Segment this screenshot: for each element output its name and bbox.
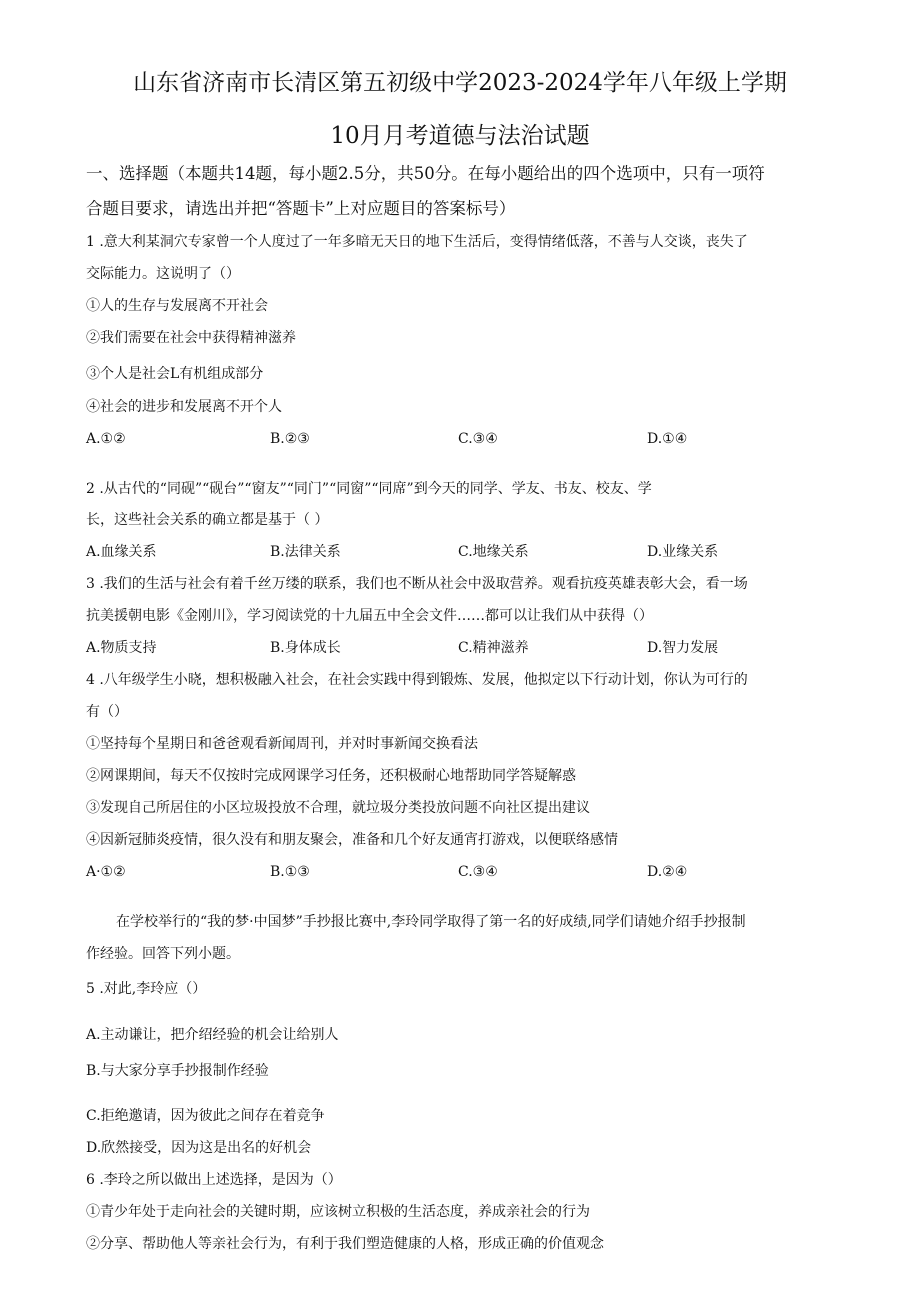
q4-option-c: C.③④ xyxy=(458,864,498,880)
passage-line2: 作经验。回答下列小题。 xyxy=(86,946,240,962)
q6-stem: 6 .李玲之所以做出上述选择，是因为（） xyxy=(86,1172,342,1188)
q4-statement-4: ④因新冠肺炎疫情，很久没有和朋友聚会，准备和几个好友通宵打游戏，以便联络感情 xyxy=(86,832,618,848)
q3-option-c: C.精神滋养 xyxy=(458,640,529,656)
q2-stem-line2: 长，这些社会关系的确立都是基于（ ） xyxy=(86,512,329,528)
q5-option-a: A.主动谦让，把介绍经验的机会让给别人 xyxy=(86,1027,339,1043)
q1-stem-line2: 交际能力。这说明了（） xyxy=(86,266,240,282)
q4-statement-3: ③发现自己所居住的小区垃圾投放不合理，就垃圾分类投放问题不向社区提出建议 xyxy=(86,800,590,816)
q1-statement-2: ②我们需要在社会中获得精神滋养 xyxy=(86,330,296,346)
q3-stem-line1: 3 .我们的生活与社会有着千丝万缕的联系，我们也不断从社会中汲取营养。观看抗疫英雄表彰大会，看一场 xyxy=(86,576,748,592)
passage-line1: 在学校举行的“我的梦·中国梦”手抄报比赛中,李玲同学取得了第一名的好成绩,同学们请她介绍手抄报制 xyxy=(116,914,746,930)
q1-stem-line1: 1 .意大利某洞穴专家曾一个人度过了一年多暗无天日的地下生活后，变得情绪低落，不善与人交谈，丧失了 xyxy=(86,234,748,250)
q3-option-d: D.智力发展 xyxy=(647,640,719,656)
q4-stem-line1: 4 .八年级学生小晓，想积极融入社会，在社会实践中得到锻炼、发展，他拟定以下行动计划，你认为可行的 xyxy=(86,672,748,688)
q6-statement-1: ①青少年处于走向社会的关键时期，应该树立积极的生活态度，养成亲社会的行为 xyxy=(86,1204,590,1220)
q2-option-c: C.地缘关系 xyxy=(458,544,529,560)
q2-option-d: D.业缘关系 xyxy=(647,544,719,560)
q4-option-b: B.①③ xyxy=(270,864,310,880)
q5-option-c: C.拒绝邀请，因为彼此之间存在着竞争 xyxy=(86,1108,325,1124)
q1-statement-3: ③个人是社会L有机组成部分 xyxy=(86,366,264,382)
section-heading-line2: 合题目要求，请选出并把“答题卡”上对应题目的答案标号） xyxy=(86,199,516,218)
q2-option-b: B.法律关系 xyxy=(270,544,341,560)
q3-option-a: A.物质支持 xyxy=(86,640,157,656)
q1-option-b: B.②③ xyxy=(270,431,310,447)
exam-title-line2: 10月月考道德与法治试题 xyxy=(330,123,590,149)
q5-option-b: B.与大家分享手抄报制作经验 xyxy=(86,1063,269,1079)
q1-option-c: C.③④ xyxy=(458,431,498,447)
q3-stem-line2: 抗美援朝电影《金刚川》，学习阅读党的十九届五中全会文件……都可以让我们从中获得（） xyxy=(86,608,653,624)
section-heading-line1: 一、选择题（本题共14题，每小题2.5分，共50分。在每小题给出的四个选项中，只有一项符 xyxy=(86,164,765,183)
q2-option-a: A.血缘关系 xyxy=(86,544,157,560)
q1-statement-1: ①人的生存与发展离不开社会 xyxy=(86,298,268,314)
q5-stem: 5 .对此,李玲应（） xyxy=(86,981,207,997)
q4-option-a: A·①② xyxy=(86,864,126,880)
q5-option-d: D.欣然接受，因为这是出名的好机会 xyxy=(86,1140,312,1156)
q4-stem-line2: 有（） xyxy=(86,704,128,720)
q4-statement-1: ①坚持每个星期日和爸爸观看新闻周刊，并对时事新闻交换看法 xyxy=(86,736,478,752)
q1-statement-4: ④社会的进步和发展离不开个人 xyxy=(86,399,282,415)
q2-stem-line1: 2 .从古代的“同砚”“砚台”“窗友”“同门”“同窗”“同席”到今天的同学、学友、书友、校友、学 xyxy=(86,481,652,497)
q4-option-d: D.②④ xyxy=(647,864,688,880)
q1-option-a: A.①② xyxy=(86,431,126,447)
exam-title-line1: 山东省济南市长清区第五初级中学2023-2024学年八年级上学期 xyxy=(133,70,787,96)
q4-statement-2: ②网课期间，每天不仅按时完成网课学习任务，还积极耐心地帮助同学答疑解惑 xyxy=(86,768,576,784)
q1-option-d: D.①④ xyxy=(647,431,688,447)
q3-option-b: B.身体成长 xyxy=(270,640,341,656)
q6-statement-2: ②分享、帮助他人等亲社会行为，有利于我们塑造健康的人格，形成正确的价值观念 xyxy=(86,1236,604,1252)
